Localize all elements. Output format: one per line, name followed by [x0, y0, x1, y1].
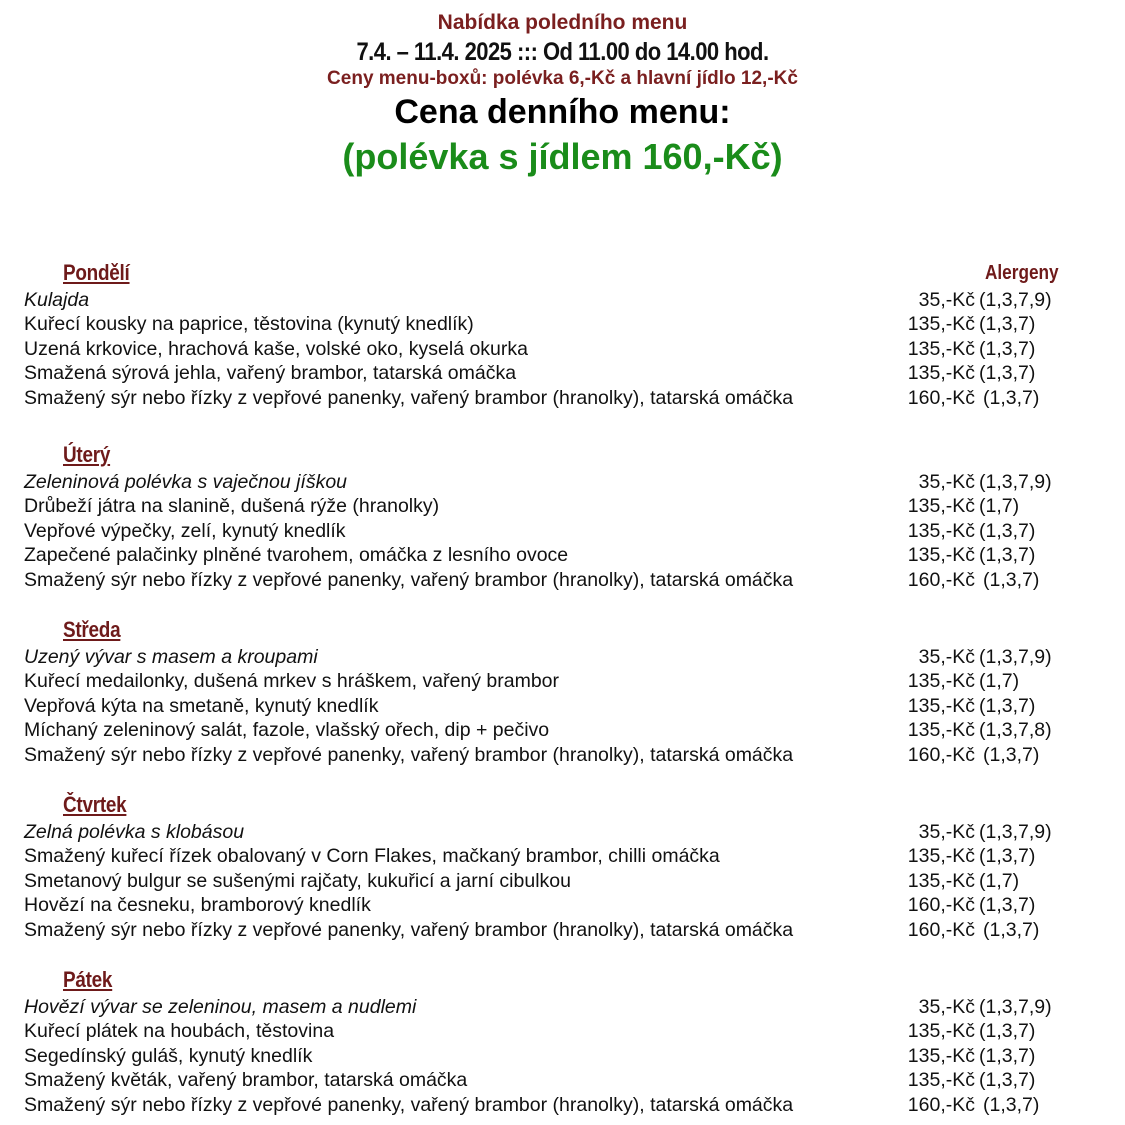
day-name: Čtvrtek: [63, 792, 127, 817]
dish-price: 135,-Kč: [907, 1069, 975, 1092]
dish-price: 135,-Kč: [907, 845, 975, 868]
dish-row: [0, 494, 1125, 518]
day-section: [0, 617, 1125, 767]
dish-allergens: (1,3,7): [979, 894, 1036, 917]
dish-allergens: (1,3,7): [979, 313, 1036, 336]
dish-price: 135,-Kč: [907, 313, 975, 336]
dish-price: 135,-Kč: [907, 337, 975, 360]
dish-name: Smetanový bulgur se sušenými rajčaty, kukuřicí a jarní cibulkou: [24, 869, 571, 892]
day-header: [0, 617, 1125, 645]
dish-name: Míchaný zeleninový salát, fazole, vlašský ořech, dip + pečivo: [24, 719, 550, 742]
dish-price: 135,-Kč: [907, 519, 975, 542]
dish-allergens: (1,3,7): [979, 519, 1036, 542]
dish-row: [0, 568, 1125, 592]
dish-row: [0, 869, 1125, 893]
menu-dates: 7.4. – 11.4. 2025 ::: Od 11.00 do 14.00 hod.: [356, 38, 769, 66]
dish-price: 135,-Kč: [907, 670, 975, 693]
day-section: [0, 442, 1125, 592]
dish-name: Smažený sýr nebo řízky z vepřové panenky, vařený brambor (hranolky), tatarská omáčka: [24, 1093, 794, 1116]
dish-name: Smažený sýr nebo řízky z vepřové panenky, vařený brambor (hranolky), tatarská omáčka: [24, 918, 794, 941]
dish-price: 135,-Kč: [907, 719, 975, 742]
dish-price: 160,-Kč: [907, 743, 975, 766]
soup-name: Zelná polévka s klobásou: [24, 821, 245, 843]
dish-price: 35,-Kč: [918, 821, 975, 843]
dish-price: 160,-Kč: [907, 568, 975, 591]
day-section: [0, 967, 1125, 1117]
dish-price: 135,-Kč: [907, 544, 975, 567]
dish-row: [0, 1044, 1125, 1068]
menu-title: Nabídka poledního menu: [437, 11, 688, 34]
dish-row: [0, 1019, 1125, 1043]
dish-name: Drůbeží játra na slanině, dušená rýže (hranolky): [24, 495, 440, 518]
dish-price: 135,-Kč: [907, 869, 975, 892]
daily-menu-price-label: Cena denního menu:: [394, 93, 731, 131]
dish-row: [0, 519, 1125, 543]
dish-price: 160,-Kč: [907, 386, 975, 409]
dish-name: Kuřecí plátek na houbách, těstovina: [24, 1020, 335, 1043]
dish-allergens: (1,3,7,9): [979, 996, 1052, 1018]
soup-name: Zeleninová polévka s vaječnou jíškou: [24, 471, 348, 493]
dish-price: 35,-Kč: [918, 471, 975, 493]
dish-allergens: (1,3,7,9): [979, 821, 1052, 843]
dish-row: [0, 918, 1125, 942]
dish-allergens: (1,3,7): [979, 1020, 1036, 1043]
soup-name: Kulajda: [24, 289, 90, 311]
soup-row: [0, 820, 1125, 844]
dish-row: [0, 386, 1125, 410]
day-header: [0, 967, 1125, 995]
day-section: [0, 260, 1125, 410]
day-name: Úterý: [63, 442, 111, 467]
dish-row: [0, 718, 1125, 742]
day-header: [0, 442, 1125, 470]
dish-row: [0, 361, 1125, 385]
soup-name: Uzený vývar s masem a kroupami: [24, 646, 318, 668]
dish-name: Kuřecí medailonky, dušená mrkev s hráškem, vařený brambor: [24, 670, 560, 693]
daily-menu-price-value: (polévka s jídlem 160,-Kč): [342, 136, 783, 177]
dish-price: 135,-Kč: [907, 495, 975, 518]
soup-row: [0, 995, 1125, 1019]
dish-allergens: (1,7): [979, 869, 1020, 892]
soup-row: [0, 470, 1125, 494]
dish-allergens: (1,3,7,8): [979, 719, 1052, 742]
dish-price: 160,-Kč: [907, 894, 975, 917]
day-name: Středa: [63, 617, 121, 642]
dish-allergens: (1,3,7): [983, 743, 1040, 766]
dish-allergens: (1,3,7): [983, 918, 1040, 941]
dish-allergens: (1,3,7): [979, 1069, 1036, 1092]
dish-row: [0, 543, 1125, 567]
dish-name: Smažený sýr nebo řízky z vepřové panenky, vařený brambor (hranolky), tatarská omáčka: [24, 743, 794, 766]
dish-row: [0, 337, 1125, 361]
dish-name: Zapečené palačinky plněné tvarohem, omáčka z lesního ovoce: [24, 544, 569, 567]
dish-price: 35,-Kč: [918, 996, 975, 1018]
dish-row: [0, 694, 1125, 718]
soup-name: Hovězí vývar se zeleninou, masem a nudlemi: [24, 996, 417, 1018]
menu-header: [0, 10, 1125, 180]
dish-allergens: (1,3,7): [979, 544, 1036, 567]
dish-name: Smažený sýr nebo řízky z vepřové panenky, vařený brambor (hranolky), tatarská omáčka: [24, 568, 794, 591]
day-name: Pátek: [63, 967, 113, 992]
dish-price: 135,-Kč: [907, 1044, 975, 1067]
dish-price: 160,-Kč: [907, 918, 975, 941]
dish-allergens: (1,3,7): [983, 568, 1040, 591]
dish-price: 35,-Kč: [918, 646, 975, 668]
dish-name: Vepřové výpečky, zelí, kynutý knedlík: [24, 519, 346, 542]
dish-allergens: (1,3,7,9): [979, 646, 1052, 668]
dish-allergens: (1,3,7): [979, 694, 1036, 717]
dish-name: Kuřecí kousky na paprice, těstovina (kynutý knedlík): [24, 313, 474, 336]
dish-row: [0, 743, 1125, 767]
dish-price: 135,-Kč: [907, 1020, 975, 1043]
dish-price: 35,-Kč: [918, 289, 975, 311]
day-header: [0, 792, 1125, 820]
dish-allergens: (1,3,7): [979, 1044, 1036, 1067]
dish-name: Smažený sýr nebo řízky z vepřové panenky, vařený brambor (hranolky), tatarská omáčka: [24, 386, 794, 409]
soup-row: [0, 645, 1125, 669]
dish-name: Smažený kuřecí řízek obalovaný v Corn Flakes, mačkaný brambor, chilli omáčka: [24, 845, 720, 868]
dish-row: [0, 844, 1125, 868]
dish-row: [0, 312, 1125, 336]
dish-row: [0, 669, 1125, 693]
dish-allergens: (1,3,7): [983, 1093, 1040, 1116]
dish-allergens: (1,3,7,9): [979, 289, 1052, 311]
dish-row: [0, 893, 1125, 917]
day-section: [0, 792, 1125, 942]
dish-allergens: (1,7): [979, 670, 1020, 693]
dish-name: Smažená sýrová jehla, vařený brambor, tatarská omáčka: [24, 362, 517, 385]
dish-name: Hovězí na česneku, bramborový knedlík: [24, 894, 371, 917]
dish-allergens: (1,3,7): [979, 337, 1036, 360]
dish-name: Smažený květák, vařený brambor, tatarská omáčka: [24, 1069, 468, 1092]
dish-name: Segedínský guláš, kynutý knedlík: [24, 1044, 313, 1067]
dish-allergens: (1,3,7): [979, 845, 1036, 868]
soup-row: [0, 288, 1125, 312]
dish-row: [0, 1068, 1125, 1092]
day-header: [0, 260, 1125, 288]
dish-allergens: (1,3,7): [983, 386, 1040, 409]
dish-allergens: (1,7): [979, 495, 1020, 518]
dish-name: Uzená krkovice, hrachová kaše, volské oko, kyselá okurka: [24, 337, 528, 360]
day-name: Pondělí: [63, 260, 130, 285]
dish-price: 135,-Kč: [907, 694, 975, 717]
dish-name: Vepřová kýta na smetaně, kynutý knedlík: [24, 694, 379, 717]
dish-allergens: (1,3,7,9): [979, 471, 1052, 493]
menu-box-prices: Ceny menu-boxů: polévka 6,-Kč a hlavní jídlo 12,-Kč: [327, 68, 798, 89]
dish-price: 160,-Kč: [907, 1093, 975, 1116]
dish-row: [0, 1093, 1125, 1117]
dish-allergens: (1,3,7): [979, 362, 1036, 385]
dish-price: 135,-Kč: [907, 362, 975, 385]
allergens-heading: Alergeny: [985, 262, 1059, 284]
